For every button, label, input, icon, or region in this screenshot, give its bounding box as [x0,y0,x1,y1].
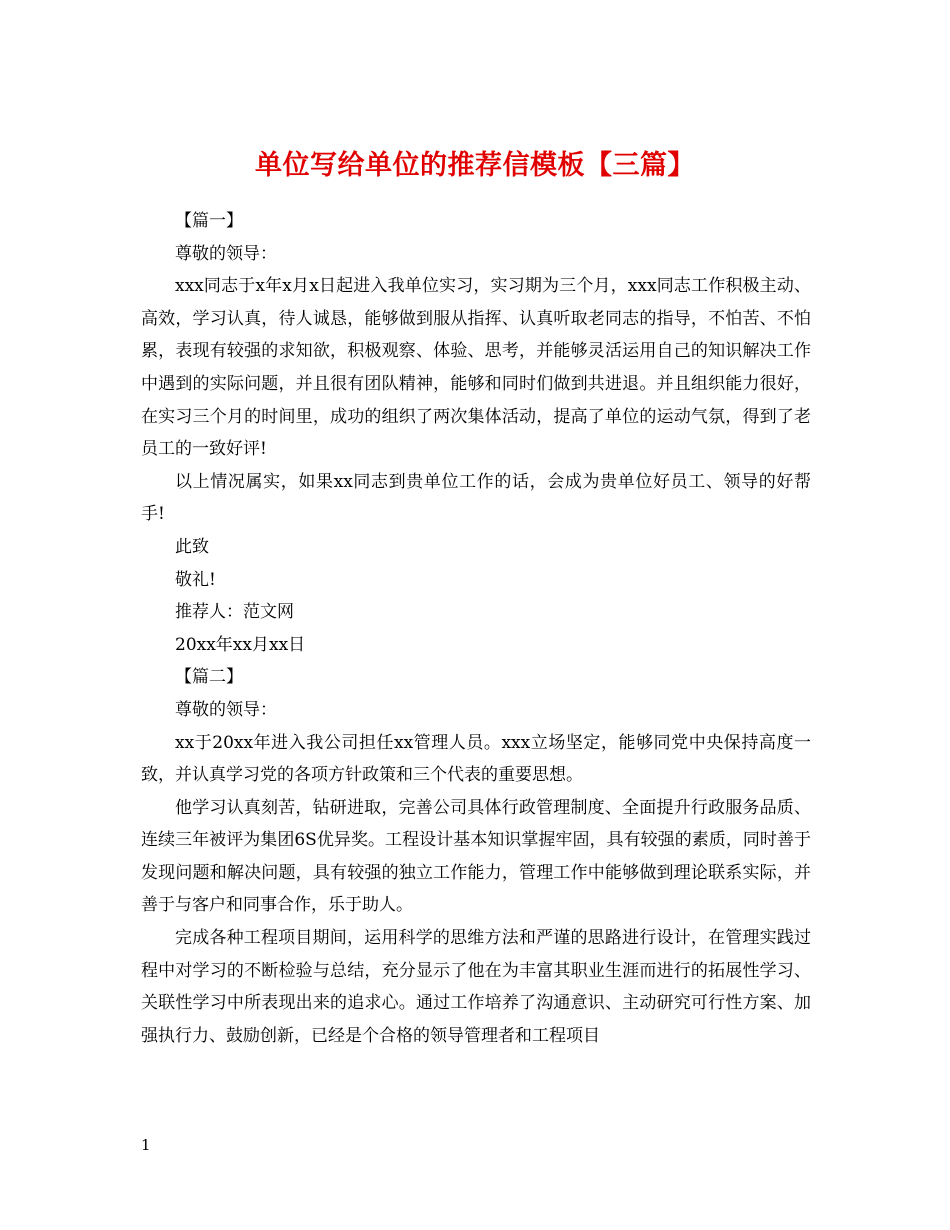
document-title: 单位写给单位的推荐信模板【三篇】 [255,150,695,182]
closing-line: 敬礼! [175,569,216,590]
closing-line: 此致 [175,536,209,557]
salutation: 尊敬的领导： [175,243,277,264]
page-number: 1 [141,1136,151,1154]
body-paragraph: xxx同志于x年x月x日起进入我单位实习，实习期为三个月，xxx同志工作积极主动、高效，学习认真，待人诚恳，能够做到服从指挥、认真听取老同志的指导，不怕苦、不怕累，表现有较强的求知欲，积极观察、体验、思考，并能够灵活运用自己的知识解决工作中遇到的实际问题，并且很有团队精神，能够和同时们做到共进退。并且组织能力很好，在实习三个月的时间里，成功的组织了两次集体活动，提高了单位的运动气氛，得到了老员工的一致好评! [141,276,811,460]
body-paragraph: xx于20xx年进入我公司担任xx管理人员。xxx立场坚定，能够同党中央保持高度一致，并认真学习党的各项方针政策和三个代表的重要思想。 [141,732,811,786]
signature-line: 推荐人：范文网 [175,602,294,623]
body-paragraph: 以上情况属实，如果xx同志到贵单位工作的话，会成为贵单位好员工、领导的好帮手! [141,471,811,525]
body-paragraph: 完成各种工程项目期间，运用科学的思维方法和严谨的思路进行设计，在管理实践过程中对学习的不断检验与总结，充分显示了他在为丰富其职业生涯而进行的拓展性学习、关联性学习中所表现出来的追求心。通过工作培养了沟通意识、主动研究可行性方案、加强执行力、鼓励创新，已经是个合格的领导管理者和工程项目 [141,928,811,1046]
document-body [141,205,811,1052]
section-heading-1: 【篇一】 [175,211,243,231]
body-paragraph: 他学习认真刻苦，钻研进取，完善公司具体行政管理制度、全面提升行政服务品质、连续三年被评为集团6S优异奖。工程设计基本知识掌握牢固，具有较强的素质，同时善于发现问题和解决问题，具有较强的独立工作能力，管理工作中能够做到理论联系实际，并善于与客户和同事合作，乐于助人。 [141,797,811,916]
section-heading-2: 【篇二】 [175,667,243,688]
date-line: 20xx年xx月xx日 [175,634,306,655]
salutation: 尊敬的领导： [175,699,277,720]
